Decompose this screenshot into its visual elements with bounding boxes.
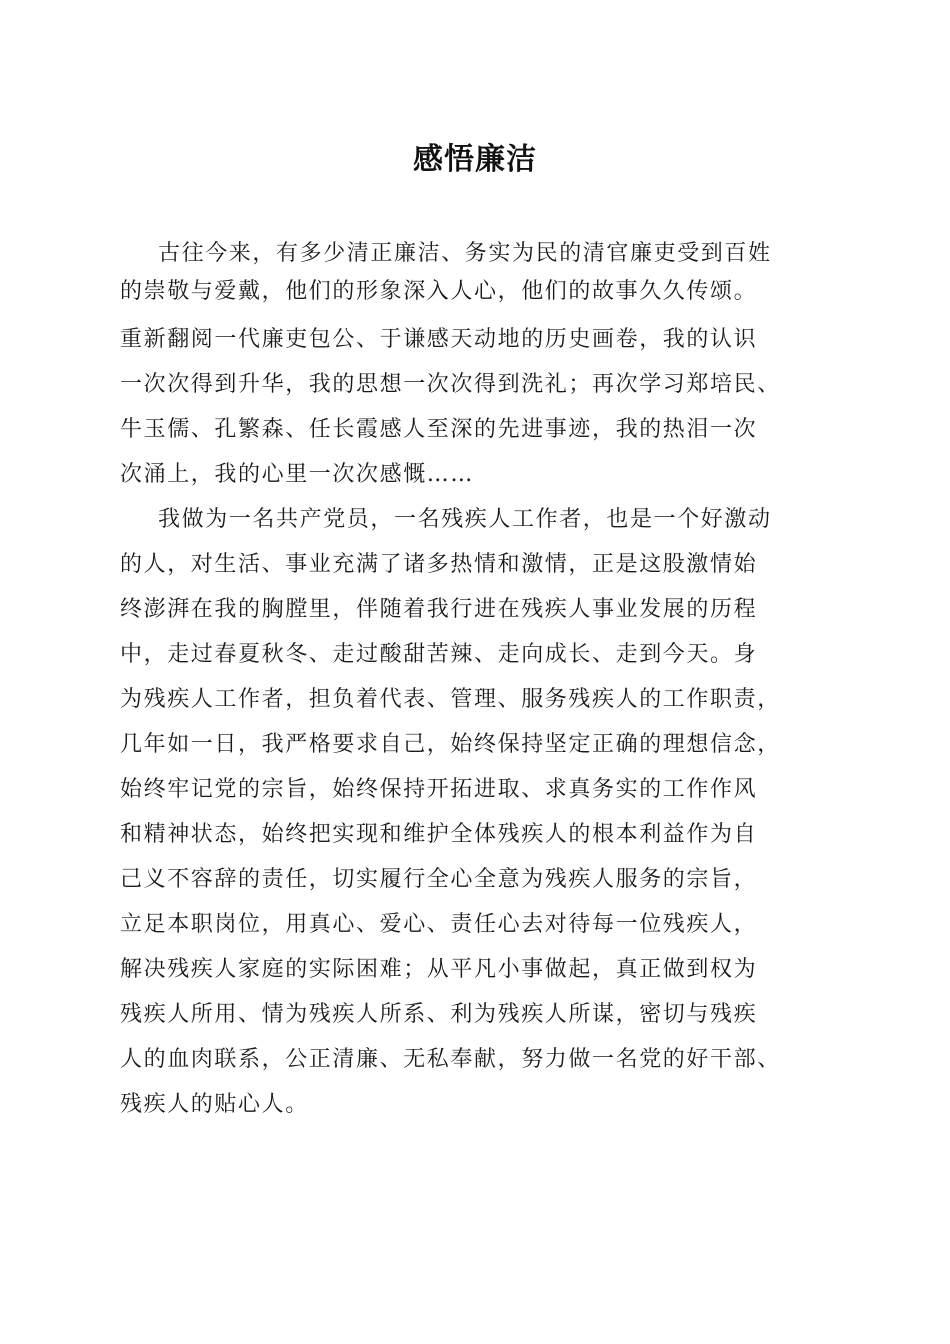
paragraph-line: 己义不容辞的责任，切实履行全心全意为残疾人服务的宗旨， [120,867,758,892]
paragraph-line: 和精神状态，始终把实现和维护全体残疾人的根本利益作为自 [120,822,758,847]
paragraph-line: 我做为一名共产党员，一名残疾人工作者，也是一个好激动 [158,507,772,532]
paragraph-line: 终澎湃在我的胸膛里，伴随着我行进在残疾人事业发展的历程 [120,597,758,622]
paragraph-line: 一次次得到升华，我的思想一次次得到洗礼；再次学习郑培民、 [120,372,781,397]
paragraph-line: 的人，对生活、事业充满了诸多热情和激情，正是这股激情始 [120,552,758,577]
paragraph-line: 解决残疾人家庭的实际困难；从平凡小事做起，真正做到权为 [120,957,758,982]
paragraph-line: 残疾人的贴心人。 [120,1092,309,1117]
paragraph-line: 始终牢记党的宗旨，始终保持开拓进取、求真务实的工作作风 [120,777,758,802]
paragraph-line: 为残疾人工作者，担负着代表、管理、服务残疾人的工作职责， [120,687,781,712]
paragraph-line: 重新翻阅一代廉吏包公、于谦感天动地的历史画卷，我的认识 [120,327,758,352]
paragraph-line: 残疾人所用、情为残疾人所系、利为残疾人所谋，密切与残疾 [120,1002,758,1027]
document-title: 感悟廉洁 [413,142,537,177]
paragraph-line: 古往今来，有多少清正廉洁、务实为民的清官廉吏受到百姓 [158,241,772,266]
paragraph-line: 中，走过春夏秋冬、走过酸甜苦辣、走向成长、走到今天。身 [120,642,758,667]
paragraph-line: 的崇敬与爱戴，他们的形象深入人心，他们的故事久久传颂。 [120,279,758,304]
paragraph-line: 次涌上，我的心里一次次感慨…… [120,462,475,487]
paragraph-line: 立足本职岗位，用真心、爱心、责任心去对待每一位残疾人， [120,912,758,937]
paragraph-line: 几年如一日，我严格要求自己，始终保持坚定正确的理想信念， [120,732,781,757]
paragraph-line: 人的血肉联系，公正清廉、无私奉献，努力做一名党的好干部、 [120,1047,781,1072]
paragraph-line: 牛玉儒、孔繁森、任长霞感人至深的先进事迹，我的热泪一次 [120,417,758,442]
